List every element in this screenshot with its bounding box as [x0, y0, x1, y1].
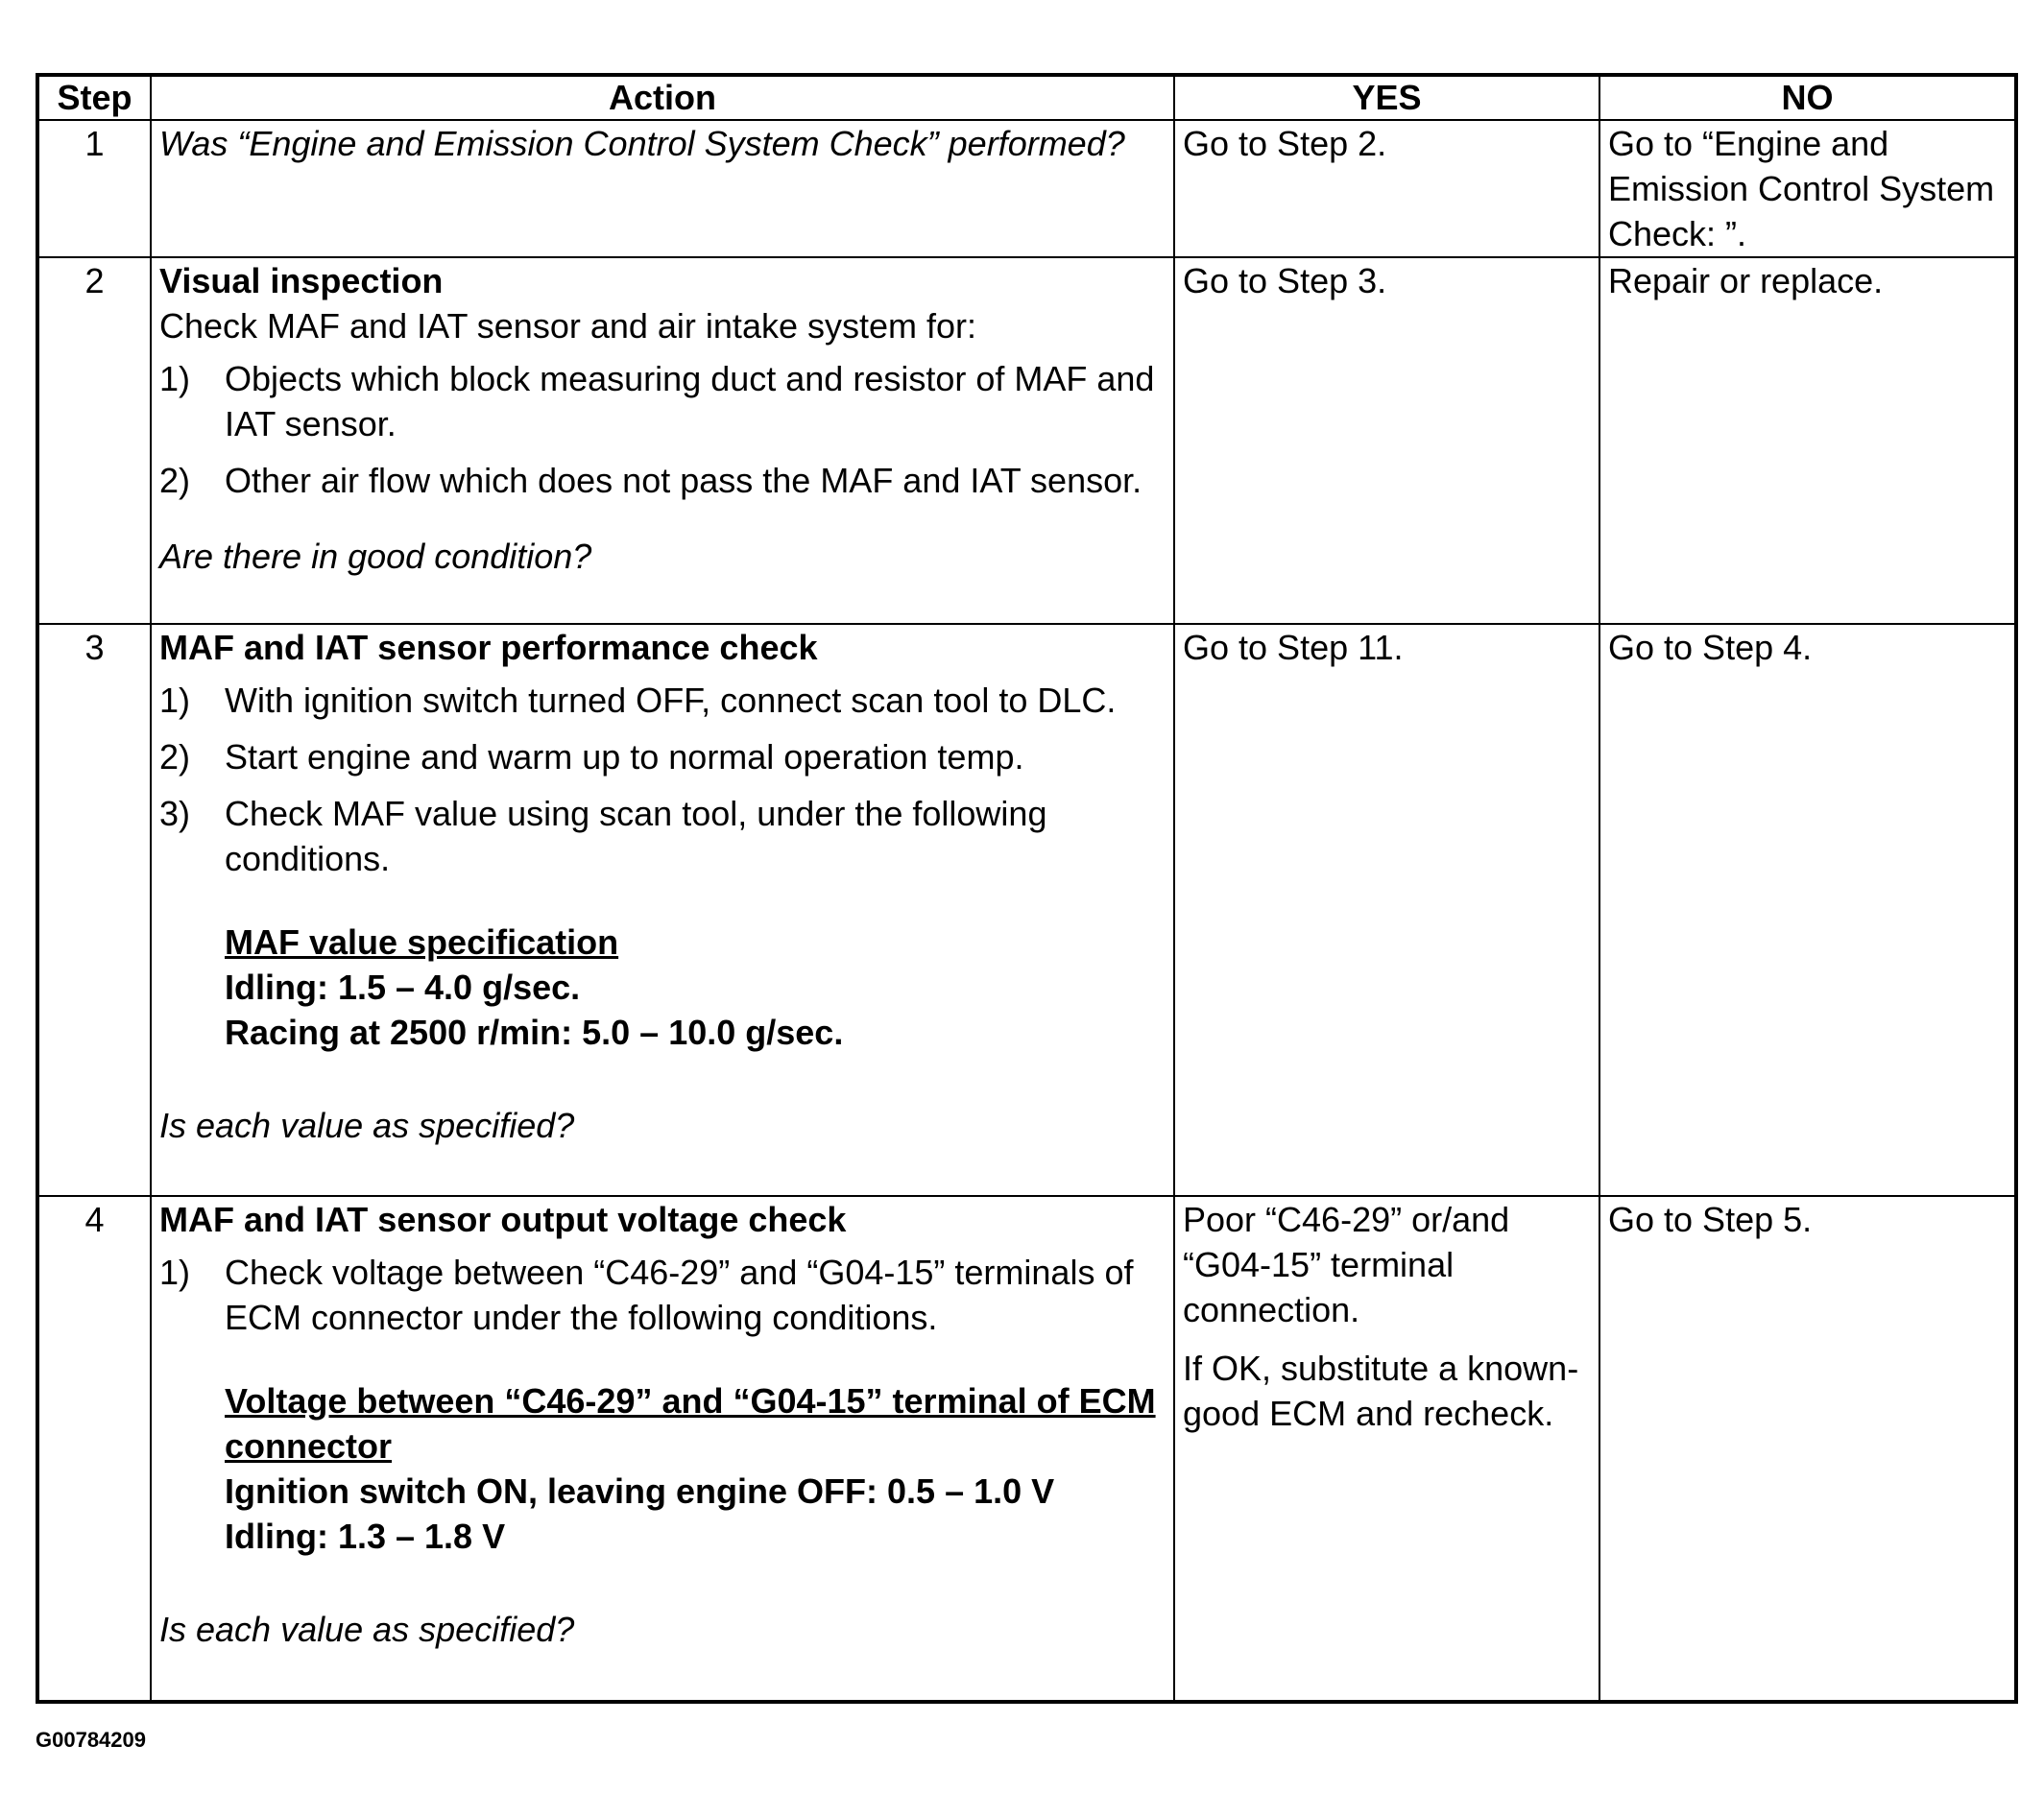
yes-cell [1174, 1196, 1599, 1702]
substep-text: Start engine and warm up to normal operation temp. [225, 737, 1024, 777]
list-item [159, 791, 1166, 881]
substep-text: Check voltage between “C46-29” and “G04-15” terminals of ECM connector under the following conditions. [225, 1253, 1134, 1337]
substep-number: 1) [159, 359, 191, 398]
action-cell [151, 120, 1174, 257]
substep-number: 1) [159, 1253, 191, 1292]
action-substeps [159, 678, 1166, 881]
no-cell: Go to Step 4. [1599, 624, 2016, 1196]
step-number: 1 [37, 120, 151, 257]
action-cell [151, 1196, 1174, 1702]
action-heading: MAF and IAT sensor output voltage check [159, 1200, 847, 1239]
action-question: Are there in good condition? [159, 537, 592, 576]
list-item [159, 678, 1166, 723]
substep-text: Check MAF value using scan tool, under the following conditions. [225, 794, 1047, 878]
substep-number: 2) [159, 737, 191, 777]
specification-line: Idling: 1.5 – 4.0 g/sec. [225, 968, 581, 1007]
yes-cell: Go to Step 3. [1174, 257, 1599, 624]
substep-number: 2) [159, 461, 191, 500]
action-question: Was “Engine and Emission Control System Check” performed? [159, 124, 1125, 163]
no-cell: Repair or replace. [1599, 257, 2016, 624]
header-yes: YES [1174, 75, 1599, 120]
figure-code: G00784209 [36, 1728, 146, 1752]
list-item [159, 356, 1166, 446]
action-heading: MAF and IAT sensor performance check [159, 628, 818, 667]
action-cell [151, 257, 1174, 624]
step-number: 2 [37, 257, 151, 624]
yes-paragraph: If OK, substitute a known-good ECM and recheck. [1183, 1349, 1579, 1433]
step-number: 3 [37, 624, 151, 1196]
table-row-step-4 [37, 1196, 2016, 1702]
specification-title: Voltage between “C46-29” and “G04-15” terminal of ECM connector [225, 1381, 1156, 1466]
yes-paragraph: Poor “C46-29” or/and “G04-15” terminal connection. [1183, 1200, 1510, 1329]
specification-title: MAF value specification [225, 922, 619, 962]
yes-cell: Go to Step 2. [1174, 120, 1599, 257]
specification-line: Idling: 1.3 – 1.8 V [225, 1517, 506, 1556]
substep-number: 1) [159, 681, 191, 720]
diagnostic-table [36, 73, 2018, 1704]
table-header-row [37, 75, 2016, 120]
no-cell: Go to “Engine and Emission Control System Check: ”. [1599, 120, 2016, 257]
action-intro: Check MAF and IAT sensor and air intake system for: [159, 306, 977, 346]
action-question: Is each value as specified? [159, 1610, 575, 1649]
table-row-step-2 [37, 257, 2016, 624]
action-substeps [159, 356, 1166, 503]
header-step: Step [37, 75, 151, 120]
table-row-step-3 [37, 624, 2016, 1196]
table-row-step-1 [37, 120, 2016, 257]
action-question: Is each value as specified? [159, 1106, 575, 1145]
list-item [159, 734, 1166, 779]
substep-number: 3) [159, 794, 191, 833]
list-item [159, 1250, 1166, 1340]
substep-text: Objects which block measuring duct and resistor of MAF and IAT sensor. [225, 359, 1155, 443]
list-item [159, 458, 1166, 503]
action-cell [151, 624, 1174, 1196]
specification-line: Racing at 2500 r/min: 5.0 – 10.0 g/sec. [225, 1013, 844, 1052]
specification-line: Ignition switch ON, leaving engine OFF: 0.5 – 1.0 V [225, 1471, 1055, 1511]
action-substeps [159, 1250, 1166, 1340]
substep-text: Other air flow which does not pass the MAF and IAT sensor. [225, 461, 1142, 500]
header-action: Action [151, 75, 1174, 120]
no-cell: Go to Step 5. [1599, 1196, 2016, 1702]
step-number: 4 [37, 1196, 151, 1702]
substep-text: With ignition switch turned OFF, connect scan tool to DLC. [225, 681, 1117, 720]
specification-block [225, 1378, 1166, 1559]
action-heading: Visual inspection [159, 261, 444, 300]
specification-block [225, 920, 1166, 1055]
yes-cell: Go to Step 11. [1174, 624, 1599, 1196]
header-no: NO [1599, 75, 2016, 120]
